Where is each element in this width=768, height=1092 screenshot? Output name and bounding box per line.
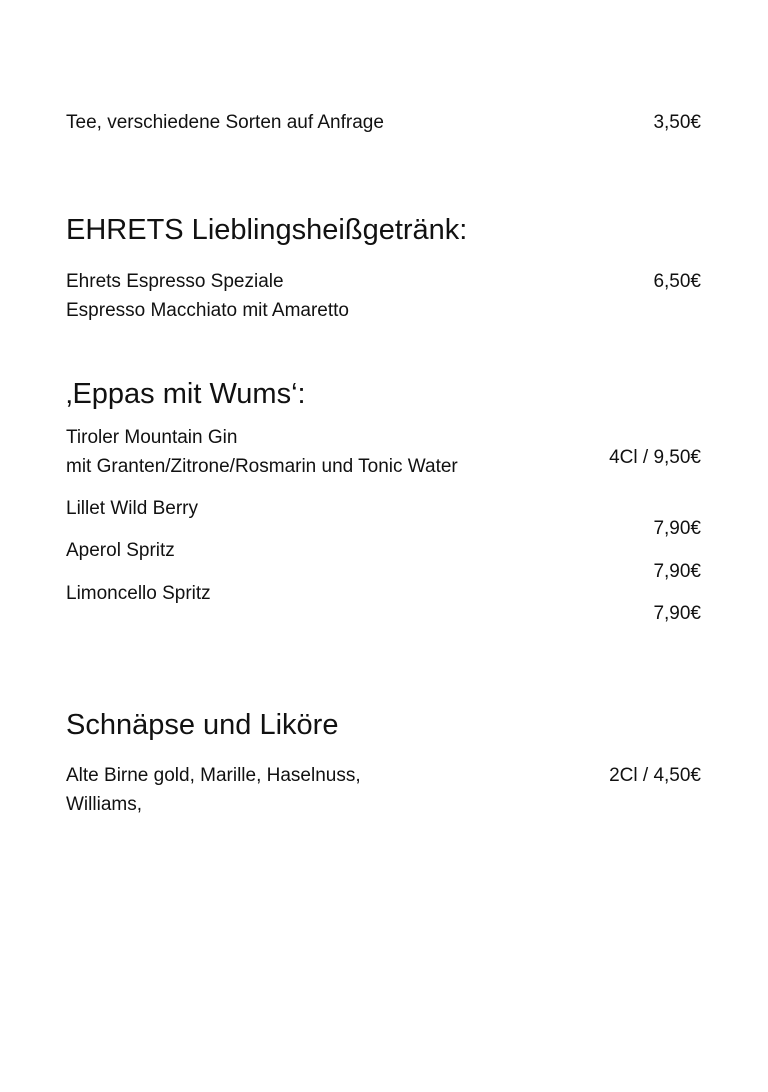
list-item-name: Aperol Spritz <box>66 540 175 561</box>
gin-item-name: Tiroler Mountain Gin <box>66 427 238 448</box>
tea-price: 3,50€ <box>653 112 701 133</box>
section-heading-wums: ‚Eppas mit Wums‘: <box>66 378 306 410</box>
favorite-item-name: Ehrets Espresso Speziale <box>66 271 284 292</box>
list-item-name: Limoncello Spritz <box>66 583 211 604</box>
tea-item-name: Tee, verschiedene Sorten auf Anfrage <box>66 112 384 133</box>
schnaps-item-price: 2Cl / 4,50€ <box>609 765 701 786</box>
schnaps-item-name: Alte Birne gold, Marille, Haselnuss, <box>66 765 361 786</box>
gin-item-description: mit Granten/Zitrone/Rosmarin und Tonic Water <box>66 456 458 477</box>
gin-item-price: 4Cl / 9,50€ <box>609 447 701 468</box>
favorite-item-price: 6,50€ <box>653 271 701 292</box>
section-heading-favorite: EHRETS Lieblingsheißgetränk: <box>66 214 468 246</box>
section-heading-schnaps: Schnäpse und Liköre <box>66 709 339 741</box>
schnaps-item-name-continued: Williams, <box>66 794 142 815</box>
list-item-name: Lillet Wild Berry <box>66 498 198 519</box>
list-item-price: 7,90€ <box>653 603 701 624</box>
list-item-price: 7,90€ <box>653 561 701 582</box>
list-item-price: 7,90€ <box>653 518 701 539</box>
favorite-item-description: Espresso Macchiato mit Amaretto <box>66 300 349 321</box>
